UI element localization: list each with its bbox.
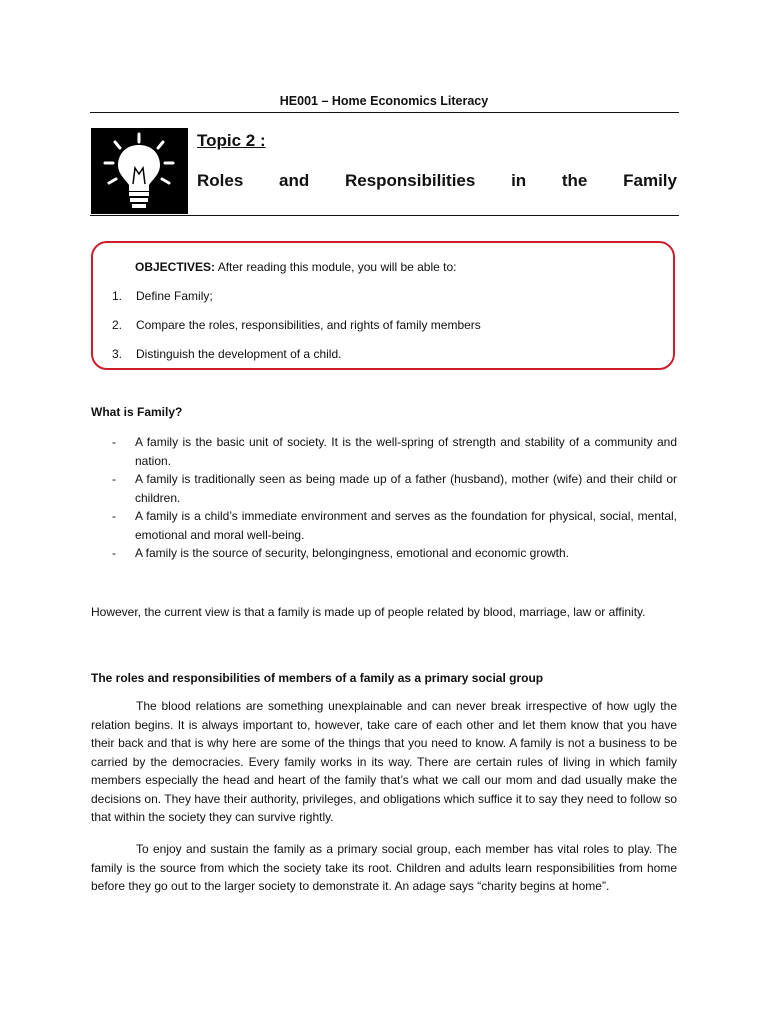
- bullet-text: A family is the source of security, belongingness, emotional and economic growth.: [135, 546, 570, 560]
- topic-title-word: Family: [623, 171, 677, 190]
- objectives-intro-text: After reading this module, you will be able to:: [215, 260, 457, 274]
- objective-item: [112, 289, 213, 303]
- list-item: [112, 544, 677, 563]
- objective-text: Compare the roles, responsibilities, and rights of family members: [136, 318, 481, 332]
- bullet-text: A family is a child’s immediate environment and serves as the foundation for physical, social, mental, emotional and moral well-being.: [135, 509, 677, 542]
- objective-item: [112, 318, 481, 332]
- objectives-label: OBJECTIVES:: [135, 260, 216, 274]
- roles-heading: The roles and responsibilities of members of a family as a primary social group: [91, 671, 544, 685]
- bullet-dash: -: [112, 435, 116, 449]
- header-rule-top: [90, 112, 679, 113]
- topic-title-word: and: [279, 171, 310, 190]
- objective-text: Define Family;: [136, 289, 213, 303]
- topic-title-word: the: [561, 171, 588, 190]
- lightbulb-icon: [91, 128, 188, 214]
- header-rule-bottom: [90, 215, 679, 216]
- topic-title: [197, 171, 677, 191]
- bullet-text: A family is the basic unit of society. It is the well-spring of strength and stability of a community and nation.: [135, 435, 677, 468]
- current-view-paragraph: However, the current view is that a family is made up of people related by blood, marriage, law or affinity.: [91, 605, 646, 619]
- list-item: [112, 470, 677, 507]
- objective-number: 3.: [112, 347, 123, 361]
- topic-label: Topic 2 :: [197, 131, 266, 150]
- what-is-family-heading: What is Family?: [91, 405, 183, 419]
- bullet-dash: -: [112, 546, 116, 560]
- list-item: [112, 433, 677, 470]
- objective-number: 1.: [112, 289, 123, 303]
- objective-text: Distinguish the development of a child.: [136, 347, 342, 361]
- course-header: HE001 – Home Economics Literacy: [279, 94, 489, 108]
- bullet-dash: -: [112, 509, 116, 523]
- objective-item: [112, 347, 341, 361]
- topic-title-word: in: [511, 171, 527, 190]
- topic-title-word: Roles: [197, 171, 244, 190]
- list-item: [112, 507, 677, 544]
- bullet-text: A family is traditionally seen as being made up of a father (husband), mother (wife) and their child or children.: [135, 472, 677, 505]
- topic-title-word: Responsibilities: [344, 171, 476, 190]
- bullet-dash: -: [112, 472, 116, 486]
- roles-paragraph-1: The blood relations are something unexplainable and can never break irrespective of how ugly the relation begins. It is always important to, however, take care of each other and let them know that you have their back and that is why here are some of the things that you need to know. A family is not a business to be carried by the democracies. Every family works in its way. There are certain rules of living in which family members especially the head and heart of the family that’s what we call our mom and dad usually make the decisions on. They have their authority, privileges, and obligations which suffice it to say they need to follow so that within the society they can survive rightly.: [91, 699, 677, 824]
- roles-paragraph-2: To enjoy and sustain the family as a primary social group, each member has vital roles to play. The family is the source from which the society take its root. Children and adults learn responsibilities from home before they go out to the larger society to demonstrate it. An adage says “charity begins at home”.: [91, 842, 677, 893]
- objectives-intro: [135, 260, 457, 274]
- family-definition-list: [112, 433, 677, 563]
- objective-number: 2.: [112, 318, 123, 332]
